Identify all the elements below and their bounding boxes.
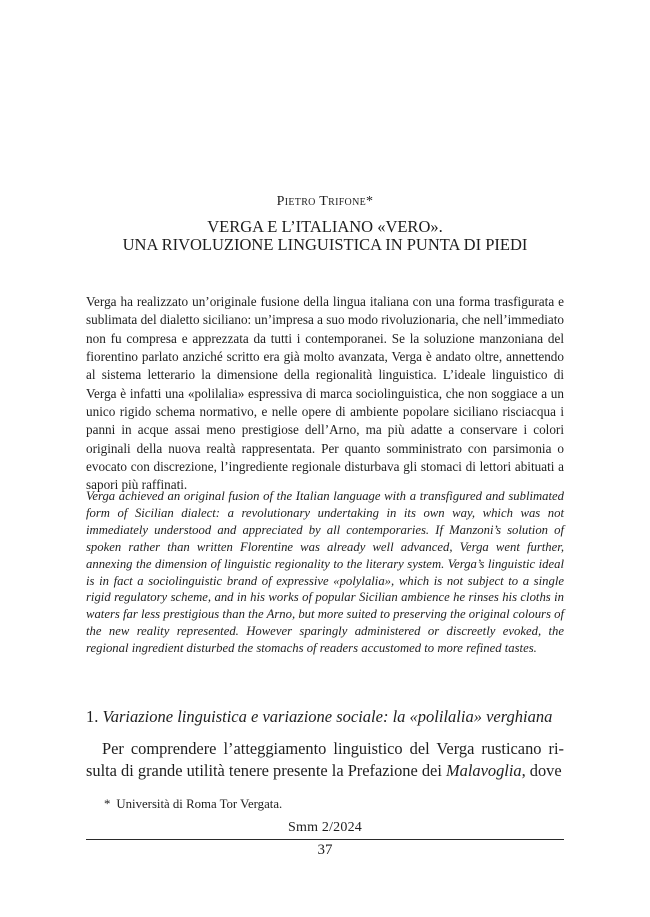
abstract-english: Verga achieved an original fusion of the Italian language with a transfigured and sublimated form of Sicilian dialect: a revolutionary undertaking in its own way, which was not immediately understood and appreciated by all contemporaries. If Manzoni’s solution of spoken rather than written Florentine was already well advanced, Verga went further, annexing the dimension of linguistic regionality to the literary system. Verga’s linguistic ideal is in fact a sociolinguistic brand of expressive «polylalia», which is not subject to a single rigid regulatory scheme, and in his works of popular Sicilian ambience he rinses his cloths in waters far less prestigious than the Arno, but more suited to preserving the original colours of the new reality represented. However sparingly administered or discreetly evoked, the regional ingredient disturbed the stomachs of readers accustomed to more refined tastes. bbox=[86, 489, 564, 656]
section-number: 1. bbox=[86, 707, 99, 726]
abstract-italian: Verga ha realizzato un’originale fusione della lingua italiana con una forma trasfigurata e sublimata del dialetto siciliano: un’impresa a suo modo rivoluzionaria, che nell’immediato non fu compresa e apprezzata da tutti i contemporanei. Se la soluzione manzoniana del fiorentino parlato anziché scritto era già molto avanzata, Verga è andato oltre, annettendo al sistema letterario la dimensione della regionalità linguistica. L’ideale linguistico di Verga è infatti una «polilalia» espressiva di marca sociolinguistica, che non soggiace a un unico rigido schema normativo, e nelle opere di ambiente popolare siciliano risciacqua i panni in acque assai meno prestigiose dell’Arno, ma più adatte a conservare i colori originali della nuova realtà rappresentata. Per quanto somministrato con parsimonia o evocato con discrezione, l’ingrediente regionale disturbava gli stomaci di lettori abituati a sapori più raffinati. bbox=[86, 294, 564, 493]
section-heading bbox=[86, 707, 564, 727]
footer-rule bbox=[86, 839, 564, 840]
footnote bbox=[104, 796, 282, 812]
running-footer-journal: Smm 2/2024 bbox=[288, 820, 362, 835]
section-heading-text: Variazione linguistica e variazione sociale: la «polilalia» verghiana bbox=[102, 707, 553, 726]
body-text-italic-title: Malavoglia bbox=[446, 761, 522, 780]
footnote-mark: * bbox=[104, 797, 111, 811]
body-text-start: Per comprendere l’atteggiamento linguistico del Verga rusticano risulta di grande utilità tenere presente la Prefazione dei bbox=[86, 739, 564, 780]
author-name: Pietro Trifone* bbox=[276, 194, 374, 209]
footnote-text: Università di Roma Tor Vergata. bbox=[116, 797, 283, 811]
body-paragraph bbox=[86, 738, 564, 782]
article-title bbox=[40, 218, 610, 254]
article-title-line-1: VERGA E L’ITALIANO «VERO». bbox=[207, 217, 443, 236]
body-text-end: , dove bbox=[521, 761, 562, 780]
page-number: 37 bbox=[317, 842, 333, 858]
article-title-line-2: UNA RIVOLUZIONE LINGUISTICA IN PUNTA DI PIEDI bbox=[122, 235, 528, 254]
